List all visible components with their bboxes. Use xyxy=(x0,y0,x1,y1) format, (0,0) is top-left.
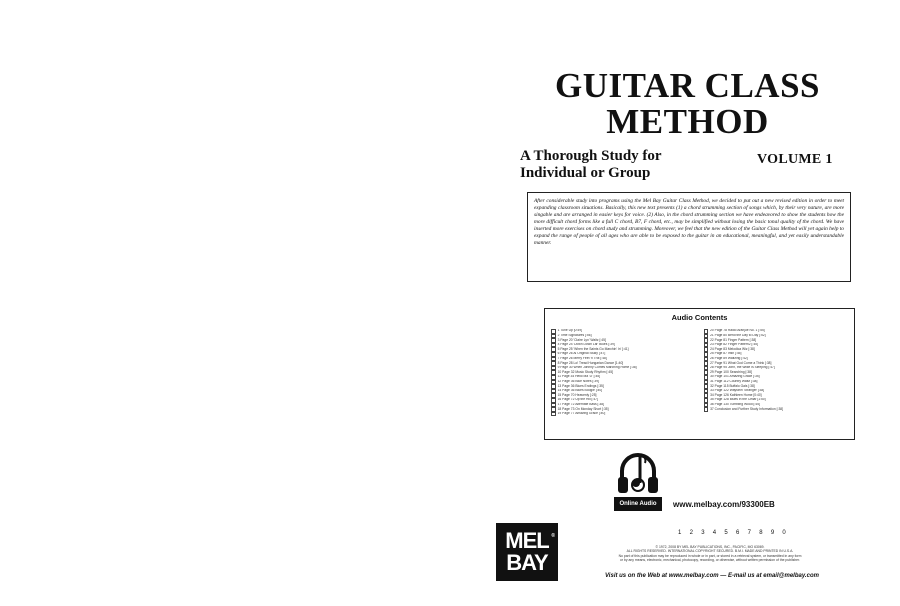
website-contact: Visit us on the Web at www.melbay.com — E-mail us at email@melbay.com xyxy=(605,573,819,579)
track-item: 6 Page 26 Al Original Study [:47] xyxy=(551,352,696,357)
track-list xyxy=(551,329,848,416)
book-title xyxy=(520,68,855,140)
track-item: 27 Page 91 What God Come a Think [:38] xyxy=(704,361,849,366)
track-item: 28 Page 95 John, the Willie Is Sleeping [:47] xyxy=(704,366,849,371)
track-item: 7 Page 26 Merry Feet 'n Trot [:48] xyxy=(551,357,696,362)
track-item: 14 Page 36 Blues Boogie [:40] xyxy=(551,389,696,394)
track-item: 26 Page 89 Waltzing [:42] xyxy=(704,357,849,362)
audio-contents-box xyxy=(544,308,855,440)
legal-line-1: © 1972, 2008 BY MEL BAY PUBLICATIONS, INC., PACIFIC, MO 63069. xyxy=(655,545,765,549)
logo-line-1: MEL xyxy=(505,528,549,553)
track-item: 19 Page 77 Amazing Grace [:40] xyxy=(551,412,696,417)
track-item: 33 Page 122 Wayfarin' Stranger [:38] xyxy=(704,389,849,394)
audio-contents-title: Audio Contents xyxy=(671,313,728,322)
track-item: 5 Page 25 'When the Saints Go Marchin' In' [:41] xyxy=(551,347,696,352)
track-item: 20 Page 78 Radio Aranjue No. 1 [:55] xyxy=(704,329,849,334)
track-item: 24 Page 83 Melodica Wiz [:38] xyxy=(704,347,849,352)
track-item: 31 Page 112 Country Waltz [:38] xyxy=(704,380,849,385)
logo-line-2: BAY xyxy=(506,550,548,575)
track-item: 13 Page 36 Blues Endings [:35] xyxy=(551,384,696,389)
track-item: 10 Page 32 Music Study Rhythm [:45] xyxy=(551,370,696,375)
track-item: 18 Page 73 On Monday Short [:35] xyxy=(551,407,696,412)
track-item: 23 Page 82 Finger Pattern2 [:45] xyxy=(704,343,849,348)
track-item: 32 Page 115 Buffalo Gals [:38] xyxy=(704,384,849,389)
subtitle-line-2: Individual or Group xyxy=(520,165,651,181)
headphones-icon xyxy=(614,447,662,499)
track-item: 3 Page 20 'Claire Lyn' Waltz [:45] xyxy=(551,338,696,343)
title-line-2: METHOD xyxy=(606,102,769,141)
registered-mark: ® xyxy=(551,533,555,539)
mel-bay-logo xyxy=(496,523,558,581)
track-item: 2 Time Signatures [:56] xyxy=(551,334,696,339)
track-item: 34 Page 126 Kathleen Home [0:40] xyxy=(704,393,849,398)
subtitle-line-1: A Thorough Study for xyxy=(520,148,662,164)
track-item: 17 Page 72 Alternate Bass [:38] xyxy=(551,403,696,408)
track-item: 36 Page 130 Tumbling Wood [:45] xyxy=(704,403,849,408)
track-item: 11 Page 34 Hello Ma 'D' [:45] xyxy=(551,375,696,380)
track-item: 16 Page 72 Up the Hill [:47] xyxy=(551,398,696,403)
audio-url: www.melbay.com/93300EB xyxy=(673,500,775,509)
copyright-notice xyxy=(565,545,855,562)
online-audio-badge xyxy=(614,447,662,511)
track-item: 29 Page 100 Searching [:38] xyxy=(704,370,849,375)
volume-label: VOLUME 1 xyxy=(757,152,833,167)
track-item: 15 Page 70 Heavenly [:25] xyxy=(551,393,696,398)
title-line-1: GUITAR CLASS xyxy=(555,66,820,105)
track-item: 1 Tune Up [0:49] xyxy=(551,329,696,334)
legal-line-2: ALL RIGHTS RESERVED. INTERNATIONAL COPYRIGHT SECURED. B.M.I. MADE AND PRINTED IN U.S.A. xyxy=(626,549,794,554)
online-audio-label: Online Audio xyxy=(614,497,662,511)
track-column-right xyxy=(704,329,849,416)
track-item: 35 Page 128 Blues in the Cellar [1:50] xyxy=(704,398,849,403)
track-item: 4 Page 24 'Down Down Lar' Blues [:39] xyxy=(551,343,696,348)
track-item: 8 Page 28 Lo! Tread Hungarian Dance [1:40] xyxy=(551,361,696,366)
track-item: 9 Page 30 When Johnny Comes Marching Home [:38] xyxy=(551,366,696,371)
track-column-left xyxy=(551,329,696,416)
track-item: 25 Page 87 Irish [:45] xyxy=(704,352,849,357)
book-subtitle xyxy=(520,148,750,182)
track-item: 12 Page 36 Blue Notes [:39] xyxy=(551,380,696,385)
legal-line-4: or by any means, electronic, mechanical, photocopy, recording, or otherwise, without written permission of the publisher. xyxy=(620,557,800,562)
print-run-numbers: 1 2 3 4 5 6 7 8 9 0 xyxy=(678,530,790,536)
track-item: 37 Conclusion and Further Study Information [:38] xyxy=(704,407,849,412)
track-item: 22 Page 81 Finger Pattern [:38] xyxy=(704,338,849,343)
track-item: 21 Page 80 Bend the Day to Day [:52] xyxy=(704,334,849,339)
intro-text-box: After considerable study into programs using the Mel Bay Guitar Class Method, we decided to put out a new revised edition in order to meet expanding classroom situations. Basically, this new text presents (1) a chord strumming section of songs which, by their very nature, are more singable and are arranged in easier keys for voice. (2) Also, in the chord strumming section we have endeavored to show the students how the more difficult chord forms like a full C chord, B7, F chord, etc., may be simplified without losing the basic tonal quality of the chord. We have inserted more exercises on chord study and strumming. Moreover, we feel that the new edition of the Guitar Class Method will yet again help to expand the range of people of all ages who are able to be exposed to the guitar in an educational, meaningful, and yet easily understandable manner. xyxy=(527,192,851,282)
legal-line-3: No part of this publication may be reproduced in whole or in part, or stored in a retrieval system, or transmitted in any form xyxy=(618,553,802,558)
track-item: 30 Page 101 Amazing Grace [:35] xyxy=(704,375,849,380)
